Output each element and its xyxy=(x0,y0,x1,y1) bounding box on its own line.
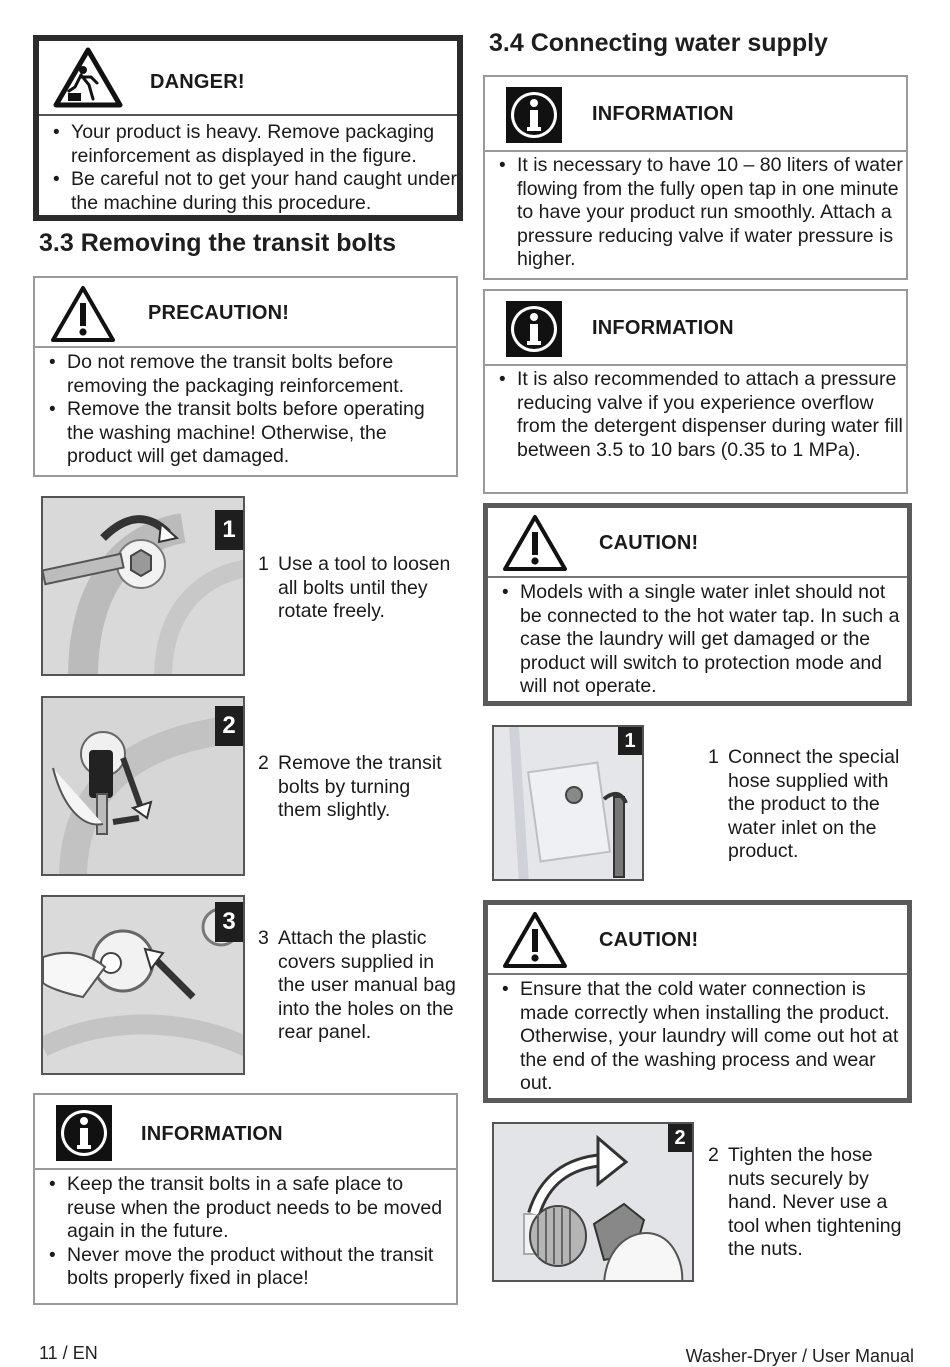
precaution-title: PRECAUTION! xyxy=(148,302,290,324)
information-box-flow xyxy=(483,75,908,280)
step-text: Use a tool to loosen all bolts until they rotate freely. xyxy=(278,553,451,623)
info-icon xyxy=(56,1105,112,1161)
precaution-list xyxy=(35,351,456,469)
caution-box-hot-water xyxy=(483,503,912,706)
heavy-lift-warning-icon xyxy=(53,47,123,109)
step-3-attach xyxy=(258,927,458,1045)
warning-triangle-icon xyxy=(49,284,117,344)
step-number: 1 xyxy=(258,553,269,575)
danger-header xyxy=(39,41,457,116)
step-badge: 2 xyxy=(215,706,243,746)
caution-list xyxy=(488,581,907,699)
information-list xyxy=(485,368,906,462)
step-2-remove xyxy=(258,752,458,823)
step-badge: 2 xyxy=(668,1124,692,1152)
list-item: • Remove the transit bolts before operating the washing machine! Otherwise, the product will get damaged. xyxy=(35,398,456,469)
information-list xyxy=(485,154,906,272)
list-item: • It is necessary to have 10 – 80 liters of water flowing from the fully open tap in one minute to have your product run smoothly. Attach a pressure reducing valve if water pressure is higher. xyxy=(485,154,906,272)
information-header xyxy=(485,291,906,366)
caution-header xyxy=(488,508,907,578)
step-number: 3 xyxy=(258,927,269,949)
list-item: • Do not remove the transit bolts before removing the packaging reinforcement. xyxy=(35,351,456,398)
step-number: 2 xyxy=(708,1144,719,1166)
caution-header xyxy=(488,905,907,975)
info-icon xyxy=(506,87,562,143)
list-item: • Your product is heavy. Remove packaging reinforcement as displayed in the figure. xyxy=(39,121,457,168)
figure-loosen-bolts xyxy=(41,496,245,676)
caution-title: CAUTION! xyxy=(599,929,699,951)
tighten-nut-illustration xyxy=(494,1124,694,1282)
list-item: • It is also recommended to attach a pressure reducing valve if you experience overflow from the detergent dispenser during water fill between 3.5 to 10 bars (0.35 to 1 MPa). xyxy=(485,368,906,462)
section-heading-water-supply: 3.4 Connecting water supply xyxy=(489,29,828,57)
warning-triangle-icon xyxy=(501,513,569,573)
danger-list xyxy=(39,121,457,215)
info-icon xyxy=(506,301,562,357)
step-text: Connect the special hose supplied with the product to the water inlet on the product. xyxy=(728,746,900,863)
figure-attach-covers xyxy=(41,895,245,1075)
figure-remove-bolts xyxy=(41,696,245,876)
caution-box-cold-water xyxy=(483,900,912,1103)
information-title: INFORMATION xyxy=(141,1123,283,1145)
step-badge: 1 xyxy=(618,727,642,755)
caution-title: CAUTION! xyxy=(599,532,699,554)
page-number: 11 / EN xyxy=(39,1343,98,1363)
list-item: • Models with a single water inlet should not be connected to the hot water tap. In such a case the laundry will get damaged or the product will switch to protection mode and will not operate. xyxy=(488,581,907,699)
information-box-pressure xyxy=(483,289,908,494)
information-title: INFORMATION xyxy=(592,103,734,125)
danger-title: DANGER! xyxy=(150,71,245,93)
information-header xyxy=(485,77,906,152)
information-list xyxy=(35,1173,456,1291)
figure-tighten-nuts xyxy=(492,1122,694,1282)
step-1-connect xyxy=(708,746,913,864)
list-item: • Keep the transit bolts in a safe place to reuse when the product needs to be moved again in the future. xyxy=(35,1173,456,1244)
list-item: • Be careful not to get your hand caught under the machine during this procedure. xyxy=(39,168,457,215)
step-2-tighten xyxy=(708,1144,913,1262)
step-number: 1 xyxy=(708,746,719,768)
manual-title: Washer-Dryer / User Manual xyxy=(685,1346,914,1366)
information-header xyxy=(35,1095,456,1170)
step-text: Remove the transit bolts by turning them slightly. xyxy=(278,752,442,822)
figure-connect-hose xyxy=(492,725,644,881)
information-box-transit xyxy=(33,1093,458,1305)
step-text: Tighten the hose nuts securely by hand. Never use a tool when tightening the nuts. xyxy=(728,1144,902,1261)
step-number: 2 xyxy=(258,752,269,774)
list-item: • Never move the product without the transit bolts properly fixed in place! xyxy=(35,1244,456,1291)
warning-triangle-icon xyxy=(501,910,569,970)
caution-list xyxy=(488,978,907,1096)
information-title: INFORMATION xyxy=(592,317,734,339)
step-badge: 3 xyxy=(215,902,243,942)
precaution-header xyxy=(35,278,456,348)
section-heading-transit-bolts: 3.3 Removing the transit bolts xyxy=(39,229,397,257)
precaution-box xyxy=(33,276,458,477)
step-1-loosen xyxy=(258,553,458,624)
danger-box xyxy=(33,35,463,221)
step-badge: 1 xyxy=(215,510,243,550)
list-item: • Ensure that the cold water connection is made correctly when installing the product. Otherwise, your laundry will come out hot at the end of the washing process and wear out. xyxy=(488,978,907,1096)
step-text: Attach the plastic covers supplied in the user manual bag into the holes on the rear panel. xyxy=(278,927,456,1044)
